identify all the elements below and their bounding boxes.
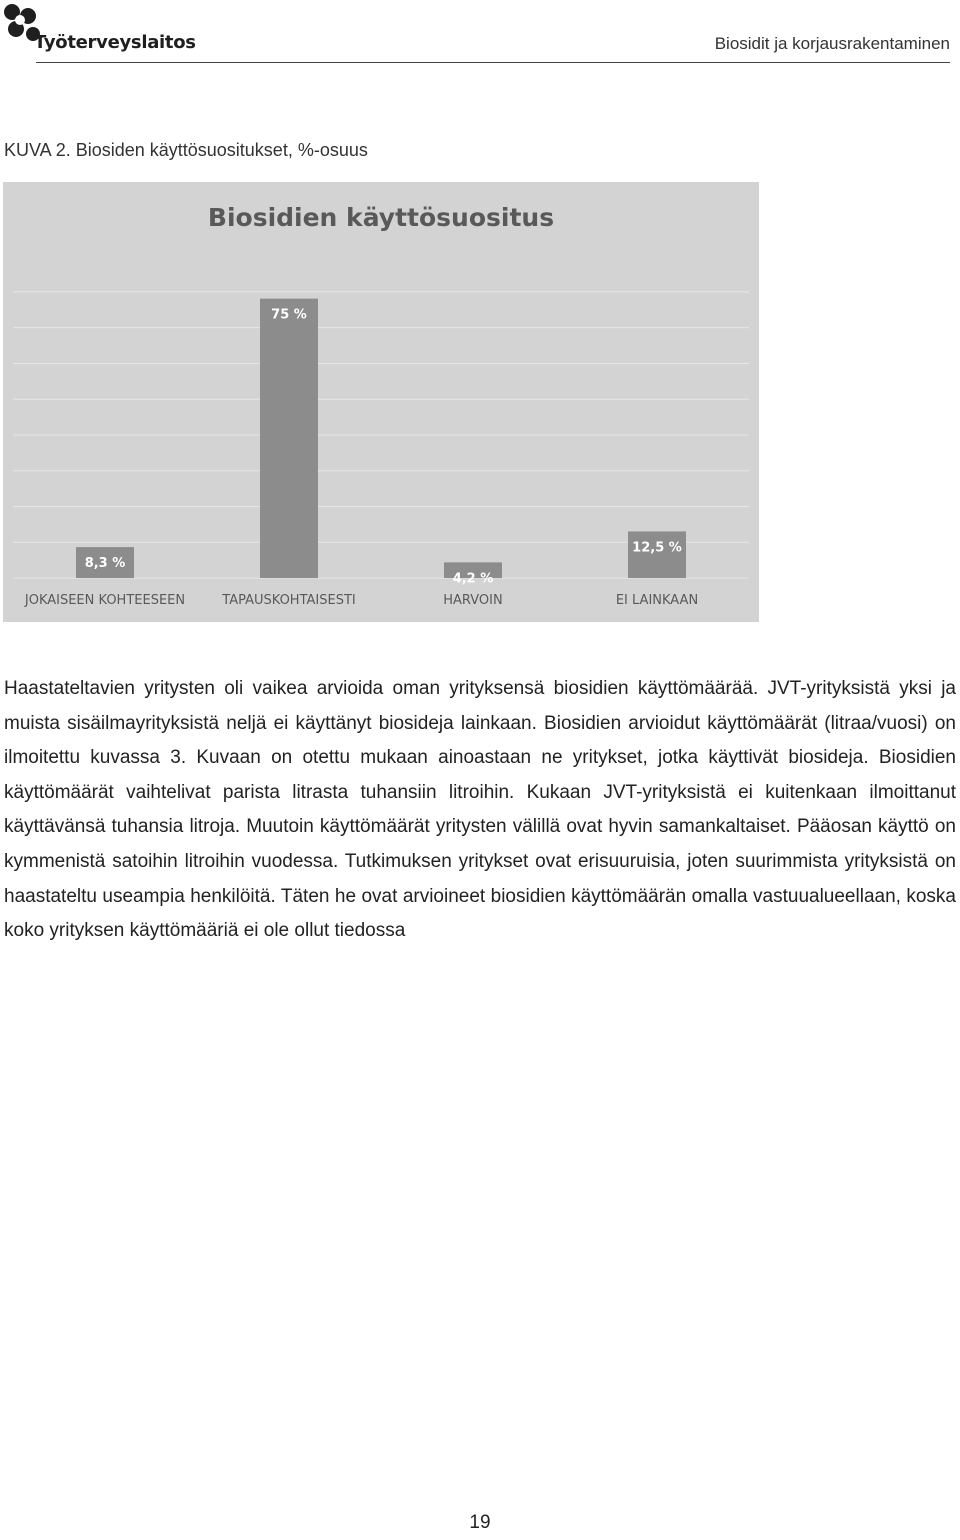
chart-data-label: 4,2 % bbox=[452, 571, 494, 587]
body-paragraph: Haastateltavien yritysten oli vaikea arvioida oman yrityksensä biosidien käyttömäärää. JVT-yrityksistä yksi ja muista sisäilmayrityksistä neljä ei käyttänyt biosideja lainkaan. Biosidien arvioidut käyttömäärät (litraa/vuosi) on ilmoitettu kuvassa 3. Kuvaan on otettu mukaan ainoastaan ne yritykset, jotka käyttivät biosideja. Biosidien käyttömäärät vaihtelivat parista litrasta tuhansiin litroihin. Kukaan JVT-yrityksistä ei kuitenkaan ilmoittanut käyttävänsä tuhansia litroja. Muutoin käyttömäärät yritysten välillä ovat hyvin samankaltaiset. Pääosan käyttö on kymmenistä satoihin litroihin vuodessa. Tutkimuksen yritykset ovat erisuuruisia, joten suurimmista yrityksistä on haastateltu useampia henkilöitä. Täten he ovat arvioineet biosidien käyttömäärän omalla vastuualueellaan, koska koko yrityksen käyttömääriä ei ole ollut tiedossa bbox=[4, 678, 956, 942]
chart-data-label: 75 % bbox=[271, 307, 307, 323]
header-divider bbox=[36, 62, 950, 63]
chart-bars bbox=[76, 299, 686, 578]
bar-chart-svg bbox=[3, 182, 759, 622]
chart-title: Biosidien käyttösuositus bbox=[207, 203, 555, 232]
page-header bbox=[0, 0, 960, 70]
chart-bar bbox=[260, 299, 318, 578]
running-header-title: Biosidit ja korjausrakentaminen bbox=[714, 34, 950, 53]
chart-category-label: JOKAISEEN KOHTEESEEN bbox=[24, 593, 186, 608]
chart-data-label: 8,3 % bbox=[84, 556, 126, 572]
chart-category-label: HARVOIN bbox=[443, 593, 503, 608]
chart-data-label: 12,5 % bbox=[632, 540, 682, 556]
chart-labels bbox=[24, 308, 698, 608]
page-number: 19 bbox=[469, 1512, 491, 1533]
figure-caption: KUVA 2. Biosiden käyttösuositukset, %-osuus bbox=[4, 140, 368, 160]
logo-text: Työterveyslaitos bbox=[34, 32, 196, 53]
chart-category-label: TAPAUSKOHTAISESTI bbox=[222, 593, 356, 608]
chart-category-label: EI LAINKAAN bbox=[615, 593, 699, 608]
bar-chart bbox=[3, 182, 759, 622]
logo bbox=[2, 2, 196, 62]
